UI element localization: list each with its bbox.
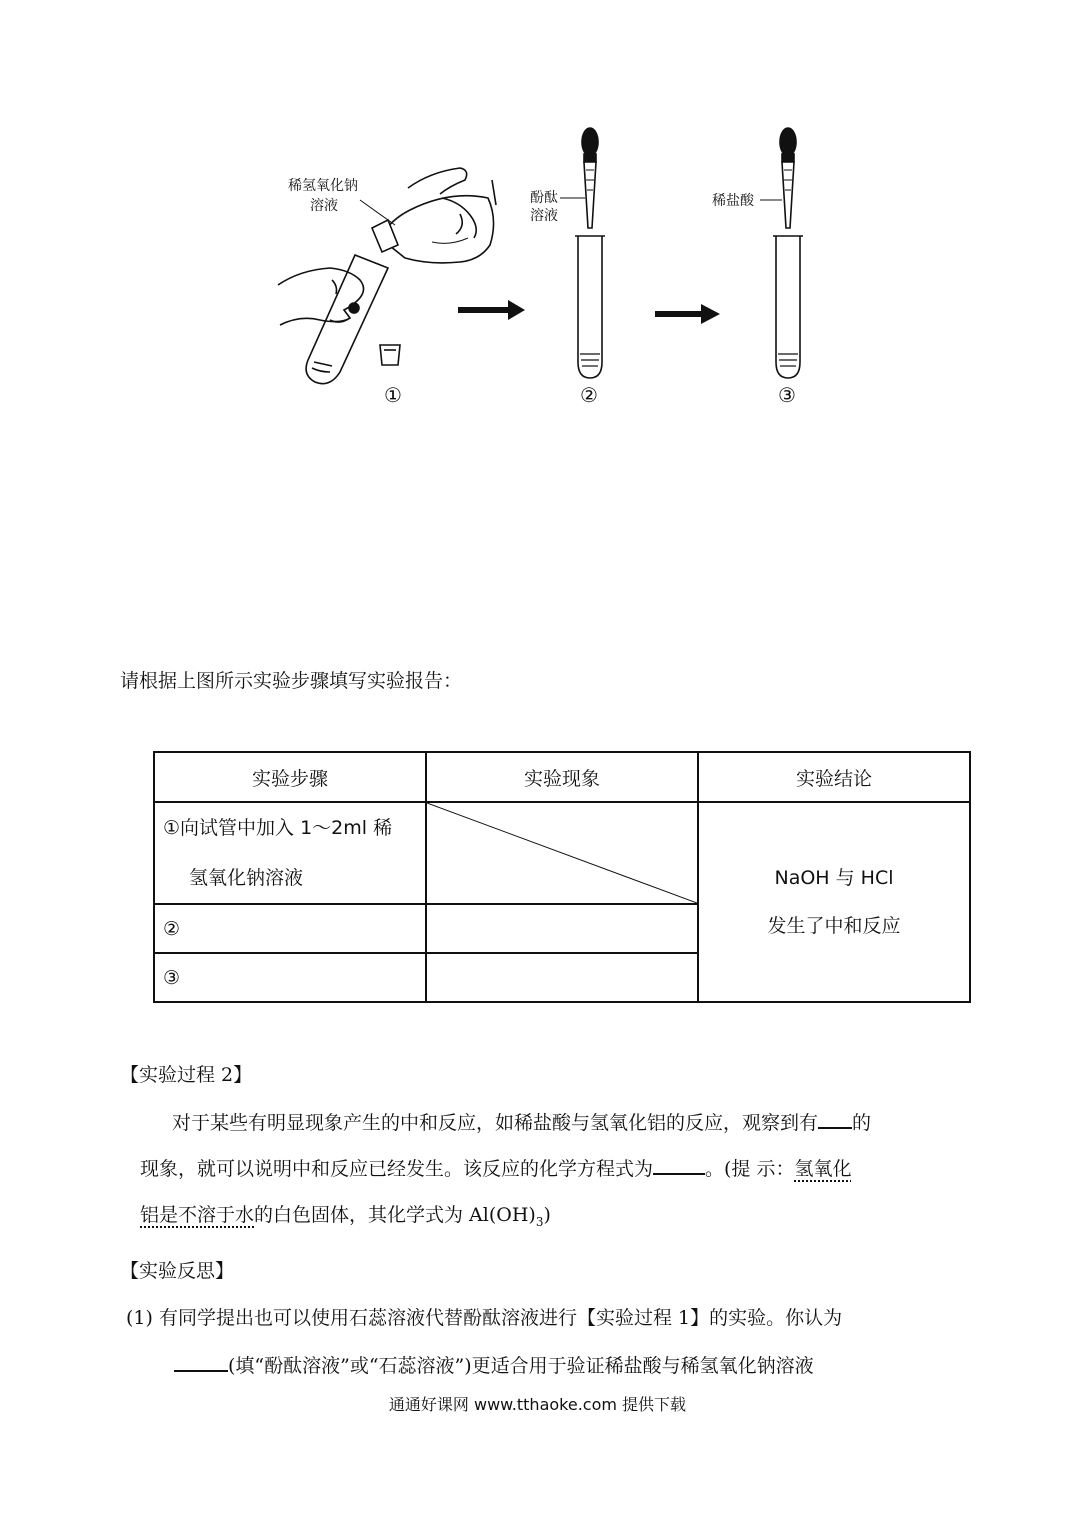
process2-text: 对于某些有明显现象产生的中和反应，如稀盐酸与氢氧化铝的反应，观察到有 <box>172 1112 819 1134</box>
subscript: 3 <box>535 1214 544 1229</box>
header-steps: 实验步骤 <box>154 752 426 802</box>
conclusion-line1: NaOH 与 HCl <box>774 867 894 889</box>
process2-line2 <box>140 1146 960 1192</box>
phenol-label-2: 溶液 <box>530 208 558 224</box>
emphasis-text: 铝是不溶于水 <box>140 1204 255 1226</box>
choice-blank[interactable] <box>174 1350 228 1372</box>
process2-line1 <box>140 1100 972 1146</box>
process2-text: 的 <box>852 1112 872 1134</box>
header-conclusion: 实验结论 <box>698 752 970 802</box>
answer-blank[interactable] <box>818 1107 852 1129</box>
process2-text: ) <box>543 1204 551 1226</box>
diagonal-line <box>427 803 697 903</box>
report-table <box>153 751 971 1003</box>
experiment-figure <box>260 110 820 420</box>
conclusion-line2: 发生了中和反应 <box>767 915 901 937</box>
reflection-text: (填“酚酞溶液”或“石蕊溶液”)更适合用于验证稀盐酸与稀氢氧化钠溶液 <box>228 1355 814 1377</box>
arrow-icon <box>458 300 525 320</box>
step-number-2: ② <box>580 383 598 407</box>
step3-cell: ③ <box>154 953 426 1002</box>
naoh-label-2: 溶液 <box>310 198 338 214</box>
footer-source: 通通好课网 www.tthaoke.com 提供下载 <box>388 1395 687 1414</box>
step1-line2: 氢氧化钠溶液 <box>189 867 304 889</box>
process2-line3 <box>140 1192 960 1245</box>
crossed-out-cell <box>426 802 698 904</box>
conclusion-cell <box>698 802 970 1002</box>
intro-text: 请根据上图所示实验步骤填写实验报告： <box>120 670 463 692</box>
arrow-icon <box>655 304 720 324</box>
table-header-row <box>154 752 970 802</box>
process2-text: 。(提 示： <box>705 1158 795 1180</box>
hcl-label: 稀盐酸 <box>712 193 754 209</box>
header-phenomena: 实验现象 <box>426 752 698 802</box>
step1-line1: ①向试管中加入 1～2ml 稀 <box>163 817 393 839</box>
step2-phenomenon-cell[interactable] <box>426 904 698 953</box>
process2-text: 现象，就可以说明中和反应已经发生。该反应的化学方程式为 <box>140 1158 654 1180</box>
reflection-heading: 【实验反思】 <box>120 1260 235 1282</box>
experiment-diagram <box>260 110 820 420</box>
reflection-q1-line1: (1) 有同学提出也可以使用石蕊溶液代替酚酞溶液进行【实验过程 1】的实验。你认为 <box>126 1307 843 1329</box>
step1-cell <box>154 802 426 904</box>
process2-text: 的白色固体，其化学式为 Al(OH) <box>254 1204 536 1226</box>
step3-illustration <box>760 128 803 378</box>
step2-cell: ② <box>154 904 426 953</box>
step-number-1: ① <box>384 383 402 407</box>
emphasis-text: 氢氧化 <box>794 1158 852 1180</box>
step3-phenomenon-cell[interactable] <box>426 953 698 1002</box>
process2-heading: 【实验过程 2】 <box>120 1064 253 1086</box>
step2-illustration <box>560 128 605 378</box>
naoh-label-1: 稀氢氧化钠 <box>288 178 358 194</box>
reflection-q1-line2 <box>174 1343 964 1389</box>
step-number-3: ③ <box>778 383 796 407</box>
equation-blank[interactable] <box>653 1153 705 1175</box>
table-row <box>154 802 970 904</box>
phenol-label-1: 酚酞 <box>530 190 558 206</box>
